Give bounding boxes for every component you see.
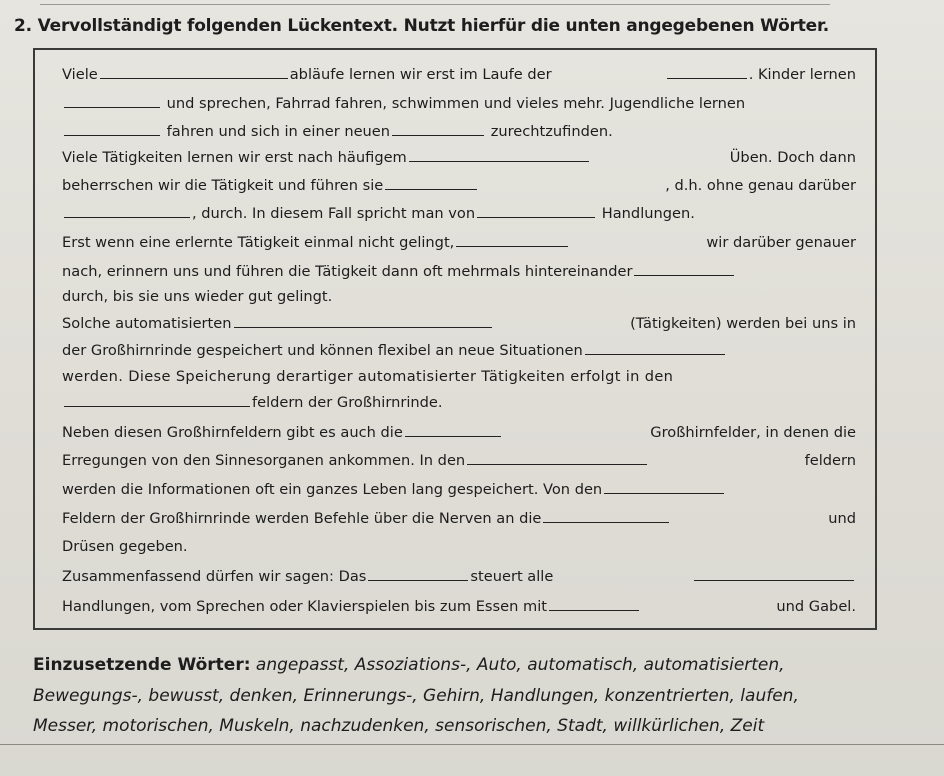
cloze-line: werden die Informationen oft ein ganzes Leben lang gespeichert. Von den — [62, 481, 856, 499]
cloze-line: Feldern der Großhirnrinde werden Befehle über die Nerven an die und — [62, 510, 856, 527]
task-number: 2. — [14, 16, 32, 36]
gap-blank[interactable] — [604, 481, 724, 494]
cloze-line: Handlungen, vom Sprechen oder Klavierspielen bis zum Essen mit und Gabel. — [62, 598, 856, 615]
gap-blank[interactable] — [234, 315, 492, 328]
gap-blank[interactable] — [634, 263, 734, 276]
gap-blank[interactable] — [667, 66, 747, 79]
cloze-line: Erregungen von den Sinnesorganen ankommen. In den feldern — [62, 452, 856, 469]
cloze-line: Solche automatisierten (Tätigkeiten) werden bei uns in — [62, 315, 856, 332]
word-bank-line: Messer, motorischen, Muskeln, nachzudenken, sensorischen, Stadt, willkürlichen, Zeit — [33, 716, 765, 736]
cloze-line: der Großhirnrinde gespeichert und können flexibel an neue Situationen — [62, 342, 856, 360]
word-bank-line: Bewegungs-, bewusst, denken, Erinnerungs-, Gehirn, Handlungen, konzentrierten, laufen, — [33, 686, 799, 706]
cloze-line: durch, bis sie uns wieder gut gelingt. — [62, 288, 333, 305]
gap-blank[interactable] — [694, 568, 854, 581]
gap-blank[interactable] — [64, 205, 190, 218]
gap-blank[interactable] — [392, 123, 484, 136]
cloze-line: beherrschen wir die Tätigkeit und führen sie , d.h. ohne genau darüber — [62, 177, 856, 194]
gap-blank[interactable] — [385, 177, 477, 190]
cloze-line: Viele Tätigkeiten lernen wir erst nach häufigem Üben. Doch dann — [62, 149, 856, 166]
bottom-rule — [0, 744, 944, 745]
gap-blank[interactable] — [64, 123, 160, 136]
gap-blank[interactable] — [543, 510, 669, 523]
gap-blank[interactable] — [585, 342, 725, 355]
cloze-line: Drüsen gegeben. — [62, 538, 188, 555]
task-instruction: Vervollständigt folgenden Lückentext. Nutzt hierfür die unten angegebenen Wörter. — [37, 16, 830, 36]
gap-blank[interactable] — [549, 598, 639, 611]
gap-blank[interactable] — [100, 66, 288, 79]
cloze-line: fahren und sich in einer neuen zurechtzufinden. — [62, 123, 856, 141]
gap-blank[interactable] — [368, 568, 468, 581]
task-heading — [14, 16, 829, 36]
cloze-line: Viele abläufe lernen wir erst im Laufe der . Kinder lernen — [62, 66, 856, 83]
cloze-line: nach, erinnern uns und führen die Tätigkeit dann oft mehrmals hintereinander — [62, 263, 856, 281]
gap-blank[interactable] — [477, 205, 595, 218]
top-rule — [40, 4, 830, 5]
cloze-line: werden. Diese Speicherung derartiger automatisierter Tätigkeiten erfolgt in den — [62, 368, 674, 385]
gap-blank[interactable] — [405, 424, 501, 437]
cloze-line: Erst wenn eine erlernte Tätigkeit einmal nicht gelingt, wir darüber genauer — [62, 234, 856, 251]
cloze-line: feldern der Großhirnrinde. — [62, 394, 856, 412]
cloze-line: , durch. In diesem Fall spricht man von Handlungen. — [62, 205, 856, 223]
gap-blank[interactable] — [456, 234, 568, 247]
gap-blank[interactable] — [64, 394, 250, 407]
gap-blank[interactable] — [409, 149, 589, 162]
cloze-line: Zusammenfassend dürfen wir sagen: Das steuert alle — [62, 568, 856, 586]
word-bank-label: Einzusetzende Wörter: — [33, 655, 251, 675]
gap-blank[interactable] — [64, 95, 160, 108]
gap-blank[interactable] — [467, 452, 647, 465]
word-bank-line: Einzusetzende Wörter: angepasst, Assoziations-, Auto, automatisch, automatisierten, — [33, 655, 785, 675]
cloze-line: und sprechen, Fahrrad fahren, schwimmen und vieles mehr. Jugendliche lernen — [62, 95, 856, 113]
cloze-line: Neben diesen Großhirnfeldern gibt es auch die Großhirnfelder, in denen die — [62, 424, 856, 441]
